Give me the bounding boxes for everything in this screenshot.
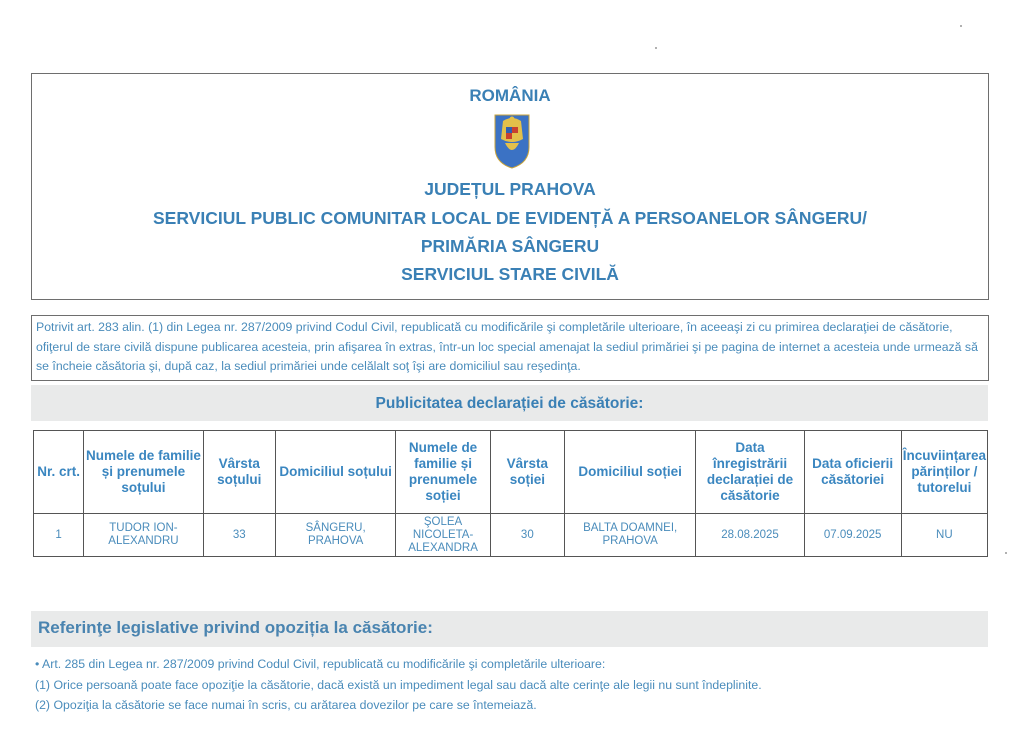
scan-speck xyxy=(960,25,962,27)
col-wife-domicile: Domiciliul soției xyxy=(564,431,696,514)
col-husband-domicile: Domiciliul soțului xyxy=(275,431,395,514)
references-title: Referinţe legislative privind opoziția la căsătorie: xyxy=(31,611,988,647)
table-row xyxy=(34,514,988,557)
cell-husband-age: 33 xyxy=(203,514,275,557)
country-title: ROMÂNIA xyxy=(469,86,551,105)
cell-wedding-date: 07.09.2025 xyxy=(804,514,901,557)
col-husband-age: Vârsta soțului xyxy=(203,431,275,514)
intro-paragraph: Potrivit art. 283 alin. (1) din Legea nr. 287/2009 privind Codul Civil, republicată cu modificările şi completările ulterioare, în aceeaşi zi cu primirea declaraţiei de căsătorie, ofiţerul de stare civilă dispune publicarea acesteia, prin afişarea în extras, într-un loc special amenajat la sediul primăriei şi pe pagina de internet a acesteia unde urmează să se încheie căsătoria şi, după caz, la sediul primăriei unde celălalt soţ îşi are domiciliul sau reşedinţa. xyxy=(31,315,989,381)
county-line: JUDEȚUL PRAHOVA xyxy=(424,179,596,199)
publication-title: Publicitatea declarației de căsătorie: xyxy=(31,385,988,421)
cell-wife-domicile: BALTA DOAMNEI, PRAHOVA xyxy=(564,514,696,557)
scan-speck xyxy=(655,47,657,49)
col-wife-age: Vârsta soției xyxy=(490,431,564,514)
cell-parental-consent: NU xyxy=(901,514,987,557)
cell-registration-date: 28.08.2025 xyxy=(696,514,804,557)
city-hall-line: PRIMĂRIA SÂNGERU xyxy=(420,236,600,256)
col-nr: Nr. crt. xyxy=(34,431,84,514)
scan-speck xyxy=(1005,552,1007,554)
coat-of-arms-icon xyxy=(493,111,531,169)
cell-husband-name: TUDOR ION-ALEXANDRU xyxy=(84,514,203,557)
cell-nr: 1 xyxy=(34,514,84,557)
reference-paragraph-2: (2) Opoziţia la căsătorie se face numai în scris, cu arătarea dovezilor pe care se întemeiază. xyxy=(35,698,537,712)
civil-status-line: SERVICIUL STARE CIVILĂ xyxy=(401,264,619,284)
cell-wife-age: 30 xyxy=(490,514,564,557)
table-header-row xyxy=(34,431,988,514)
reference-paragraph-1: (1) Orice persoană poate face opoziţie la căsătorie, dacă există un impediment legal sau dacă alte cerinţe ale legii nu sunt îndeplinite. xyxy=(35,677,762,692)
header-box xyxy=(31,73,989,300)
col-wedding-date: Data oficierii căsătoriei xyxy=(804,431,901,514)
col-registration-date: Data înregistrării declarației de căsătorie xyxy=(696,431,804,514)
cell-husband-domicile: SÂNGERU, PRAHOVA xyxy=(275,514,395,557)
cell-wife-name: ŞOLEA NICOLETA-ALEXANDRA xyxy=(396,514,490,557)
service-line: SERVICIUL PUBLIC COMUNITAR LOCAL DE EVIDENȚĂ A PERSOANELOR SÂNGERU/ xyxy=(153,208,867,228)
publication-table xyxy=(33,430,988,557)
col-wife-name: Numele de familie și prenumele soției xyxy=(396,431,490,514)
col-parental-consent: Încuviințarea părinților / tutorelui xyxy=(901,431,987,514)
references-list xyxy=(35,654,762,716)
reference-article: • Art. 285 din Legea nr. 287/2009 privind Codul Civil, republicată cu modificările şi completările ulterioare: xyxy=(35,657,606,671)
col-husband-name: Numele de familie și prenumele soțului xyxy=(84,431,203,514)
